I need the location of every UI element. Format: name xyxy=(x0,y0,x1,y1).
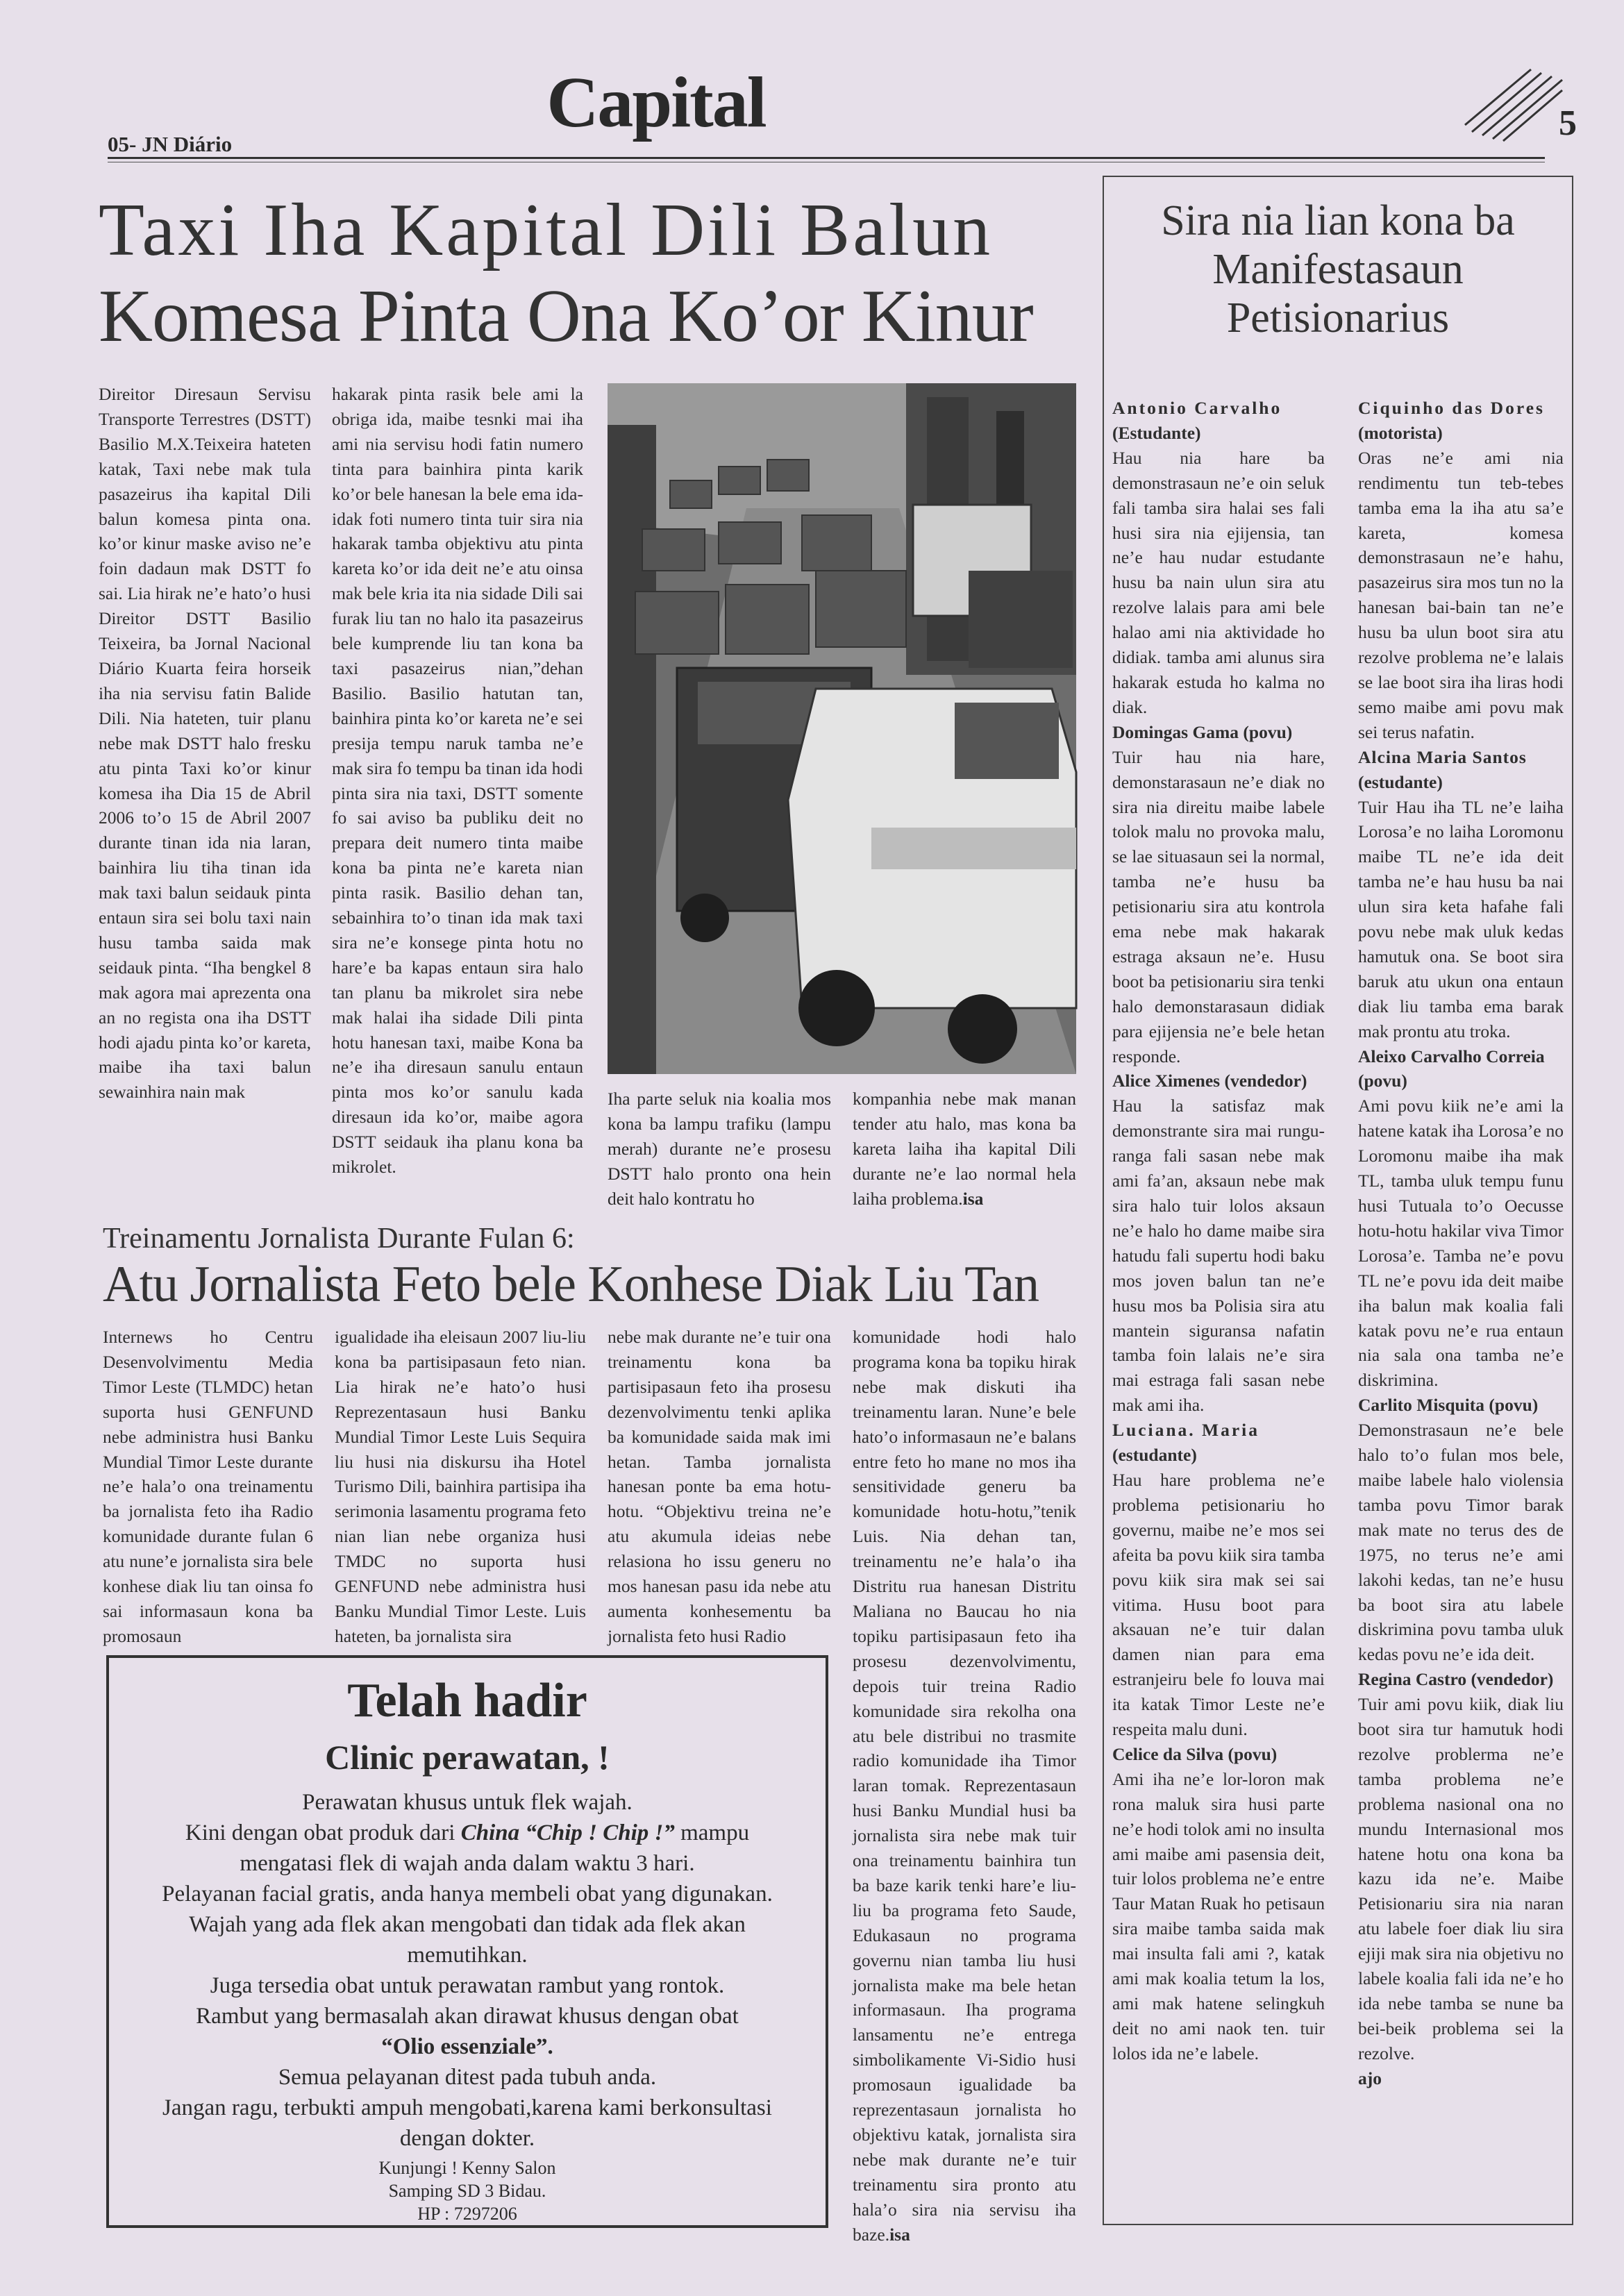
traffic-photo-illustration xyxy=(608,383,1076,1074)
quote-name: Luciana. Maria xyxy=(1112,1420,1259,1441)
main-headline xyxy=(99,187,1085,360)
issue-label: 05- JN Diário xyxy=(108,132,233,156)
quote-item xyxy=(1112,396,1325,720)
ad-line-5: Wajah yang ada flek akan mengobati dan tidak ada flek akan xyxy=(189,1912,746,1937)
quote-text: Demonstrasaun ne’e bele halo to’o fulan mos bele, maibe labele halo violensia tamba povu Timor barak mak mate no terus des de 1975, no terus ne’e ami lakohi kedas, tan ne’e husu ba boot sira atu labele diskrimina povu tamba uluk kedas povu ne’e ida deit. xyxy=(1358,1420,1564,1665)
masthead: Capital xyxy=(546,62,766,142)
quote-text: Ami povu kiik ne’e ami la hatene katak iha Lorosa’e no Loromonu maibe iha mak TL, tamba uluk tempu funu husi Tutuala to’o Oecusse hotu-hotu hakilar viva Timor Lorosa’e. Tamba ne’e povu TL ne’e povu ida deit maibe iha balun mak koalia fali katak povu ne’e rua entaun nia sala ona tamba ne’e diskrimina. xyxy=(1358,1096,1564,1391)
quote-name: Antonio Carvalho xyxy=(1112,398,1282,418)
quote-item xyxy=(1358,1393,1564,1667)
quote-name: Carlito Misquita (povu) xyxy=(1358,1395,1539,1416)
photo-caption-signature: isa xyxy=(962,1188,984,1209)
traffic-photo xyxy=(608,383,1076,1074)
quote-role: (motorista) xyxy=(1358,422,1443,443)
photo-caption-right-text: kompanhia nebe mak manan tender atu halo, mas kona ba kareta laiha iha kapital Dili durante ne’e lao normal hela laiha problema. xyxy=(853,1089,1076,1209)
ad-line-7: Juga tersedia obat untuk perawatan rambut yang rontok. xyxy=(210,1973,725,1998)
second-article-col-1: Internews ho Centru Desenvolvimentu Media Timor Leste (TLMDC) hetan suporta husi GENFUND nebe administra husi Banku Mundial Timor Leste durante ne’e hala’o ona treinamentu ba jornalista feto iha Radio komunidade durante fulan 6 atu nune’e jornalista sira bele konhese diak liu tan oinsa fo sai informasaun kona ba promosaun xyxy=(103,1327,313,1646)
main-article-col-2: hakarak pinta rasik bele ami la obriga ida, maibe tesnki mai iha ami nia servisu hodi fatin numero tinta para bainhira pinta karik ko’or bele hanesan la bele ema ida-idak foti numero tinta tuir sira nia hakarak tamba objektivu atu pinta kareta ko’or ida deit ne’e atu oinsa mak bele kria ita nia sidade Dili sai furak liu tan no halo ita pasazeirus bele kumprende liu tan kona ba taxi pasazeirus nian,”dehan Basilio. Basilio hatutan tan, bainhira pinta ko’or kareta ne’e sei presija tempu naruk tamba ne’e mak sira fo tempu ba tinan ida hodi pinta sira nia taxi, DSTT somente fo sai aviso ba publiku deit no prepara deit numero tinta maibe kona ba pinta ne’e kareta nian pinta rasik. Basilio dehan tan, sebainhira to’o tinan ida mak taxi sira ne’e konsege pinta hotu no hare’e ba kapas entaun sira halo tan planu ba mikrolet sira nebe mak halai iha sidade Dili pinta hotu hanesan taxi, maibe Kona ba ne’e iha diresaun sanulu entaun pinta mos ko’or sanulu kada diresaun ida ko’or, maibe agora DSTT seidauk iha planu kona ba mikrolet. xyxy=(332,384,583,1178)
quote-role: (Estudante) xyxy=(1112,422,1201,443)
quote-role: (povu) xyxy=(1358,1071,1407,1091)
quote-name: Domingas Gama (povu) xyxy=(1112,721,1293,742)
quote-text: Tuir hau nia hare, demonstarasaun ne’e diak no sira nia direitu maibe labele tolok malu no provoka malu, se lae situasaun sei la normal, tamba ne’e husu ba petisionariu sira atu kontrola ema nebe mak hakarak estraga aksaun ne’e. Husu boot ba petisionariu sira tenki halo demonstarasaun didiak para ejijensia ne’e bele hetan responde. xyxy=(1112,746,1325,1066)
quote-name: Celice da Silva (povu) xyxy=(1112,1743,1278,1764)
sidebar-title: Sira nia lian kona ba Manifestasaun Petisionarius xyxy=(1161,197,1515,342)
ad-line-9: “Olio essenziale”. xyxy=(381,2034,553,2059)
quote-name: Alice Ximenes (vendedor) xyxy=(1112,1071,1307,1091)
ad-line-2 xyxy=(109,1818,826,1848)
ad-contact-2: Samping SD 3 Bidau. xyxy=(388,2181,546,2201)
main-article-col-1: Direitor Diresaun Servisu Transporte Terrestres (DSTT) Basilio M.X.Teixeira hateten katak, Taxi nebe mak tula pasazeirus iha kapital Dili balun komesa pinta ona. ko’or kinur maske aviso ne’e foin dadaun mak DSTT fo sai. Lia hirak ne’e hato’o husi Direitor DSTT Basilio Teixeira, ba Jornal Nacional Diário Kuarta feira horseik iha nia servisu fatin Balide Dili. Nia hateten, tuir planu nebe mak DSTT halo fresku atu pinta Taxi ko’or kinur komesa iha Dia 15 de Abril 2006 to’o 15 de Abril 2007 durante tinan ida nia laran, bainhira liu tiha tinan ida mak taxi balun seidauk pinta entaun sira sei bolu taxi nain husu tamba saida mak seidauk pinta. “Iha bengkel 8 mak agora mai aprezenta ona an no regista ona iha DSTT hodi ajadu pinta ko’or kareta, maibe iha taxi balun sewainhira nain mak xyxy=(99,384,311,1103)
ad-line-2a: Kini dengan obat produk dari xyxy=(185,1820,461,1845)
quote-name: Regina Castro (vendedor) xyxy=(1358,1669,1554,1690)
quote-role: (estudante) xyxy=(1358,771,1443,792)
quote-text: Oras ne’e ami nia rendimentu tun teb-tebes tamba ema la iha atu sa’e kareta, komesa demonstrasaun ne’e hahu, pasazeirus sira mos tun no la hanesan bai-bain tan ne’e husu ba ulun boot sira atu rezolve problema ne’e lalais se lae boot sira iha liras hodi semo maibe ami povu mak sei terus nafatin. xyxy=(1358,447,1564,742)
quote-text: Ami iha ne’e lor-loron mak rona maluk sira husi parte ne’e hodi tolok ami no insulta ami maibe ami pasensia deit, tuir lolos problema ne’e entre Taur Matan Ruak ho petisaun sira maibe tamba saida mak mai insulta fali ami ?, katak ami mak koalia tetum la los, ami mak hatene selingkuh deit no ami naok ten. tuir lolos ida ne’e labele. xyxy=(1112,1768,1325,2063)
quote-item xyxy=(1112,1069,1325,1418)
page-number: 5 xyxy=(1559,103,1577,143)
ad-line-2c: mampu xyxy=(674,1820,750,1845)
second-article-kicker: Treinamentu Jornalista Durante Fulan 6: xyxy=(103,1223,575,1255)
header-rule xyxy=(108,157,1545,159)
quote-item xyxy=(1112,1418,1325,1742)
photo-caption-right xyxy=(853,1087,1076,1212)
second-article-col-4 xyxy=(853,1325,1076,2245)
photo-caption-left: Iha parte seluk nia koalia mos kona ba lampu trafiku (lampu merah) durante ne’e prosesu DSTT halo pronto ona hein deit halo kontratu ho xyxy=(608,1089,831,1209)
quote-name: Ciquinho das Dores xyxy=(1358,398,1545,418)
second-article-col-2: igualidade iha eleisaun 2007 liu-liu kona ba partisipasaun feto nian. Lia hirak ne’e hato’o husi Reprezentasaun husi Banku Mundial Timor Leste Luis Sequira liu husi nia diskursu iha Hotel Turismo Dili, bainhira partisipa iha serimonia lasamentu programa feto nian lian nebe organiza husi TMDC no suporta husi GENFUND nebe administra husi Banku Mundial Timor Leste. Luis hateten, ba jornalista sira xyxy=(335,1327,586,1646)
hatch-decoration xyxy=(1465,66,1562,142)
second-article-col-4-text: komunidade hodi halo programa kona ba topiku hirak nebe mak diskuti iha treinamentu laran. Nune’e bele hato’o informasaun ne’e balans entre feto ho mane no mos iha sensitividade generu ba komunidade hotu-hotu,”tenik Luis. Nia dehan tan, treinamentu ne’e hala’o iha Distritu rua hanesan Distritu Maliana no Baucau ho nia topiku partisipasaun feto iha prosesu dezenvolvimentu, depois tuir treina Radio komunidade sira rekolha ona atu bele distribui no trasmite radio komunidade iha Timor laran tomak. Reprezentasaun husi Banku Mundial husi ba jornalista sira nebe mak tuir ona treinamentu bainhira tun ba baze karik tenki hare’e liu-liu ba programa feto Saude, Edukasaun no programa governu nian tamba liu husi jornalista make ma bele hetan informasaun. Iha programa lansamentu ne’e entrega simbolikamente Vi-Sidio husi promosaun igualidade ba reprezentasaun jornalista ho objektivu katak, jornalista sira nebe mak durante ne’e tuir treinamentu sira pronto atu hala’o sira nia servisu iha baze. xyxy=(853,1327,1076,2245)
headline-line-1: Taxi Iha Kapital Dili Balun xyxy=(99,189,994,271)
quote-text: Tuir ami povu kiik, diak liu boot sira tur hamutuk hodi rezolve problerma ne’e tamba problema ne’e problema nasional ona no mundu Internasional mos hatene hotu ona kona ba kazu ida ne’e. Maibe Petisionariu sira nia naran atu labele foer diak liu sira ejiji mak sira nia objetivu no labele koalia fali ida ne’e ho ida nebe tamba se nune ba bei-beik problema sei la rezolve. xyxy=(1358,1694,1564,2063)
quote-name: Aleixo Carvalho Correia xyxy=(1358,1046,1545,1066)
quote-text: Hau la satisfaz mak demonstrante sira mai rungu-ranga fali sasan nebe mak ami fa’an, aksaun nebe mak sira halo tuir lolos aksaun ne’e halo ho dame maibe sira hatudu fali supertu hodi baku mos joven balun tan ne’e husu mos ba Polisia sira atu mantein siguransa nafatin tamba foin lalais ne’e sira mai estraga fali sasan nebe mak ami iha. xyxy=(1112,1096,1325,1416)
quote-item xyxy=(1358,745,1564,1044)
ad-line-2b: China “Chip ! Chip !” xyxy=(460,1820,675,1845)
ad-subtitle: Clinic perawatan, ! xyxy=(325,1738,610,1777)
ad-contact-1: Kunjungi ! Kenny Salon xyxy=(378,2158,556,2178)
second-article-col-3: nebe mak durante ne’e tuir ona treinamentu kona ba partisipasaun feto iha prosesu dezenvolvimentu tenki aplika ba komunidade saida mak imi hetan. Tamba jornalista hanesan ponte ba ema hotu-hotu. “Objektivu treina ne’e atu akumula ideias nebe relasiona ho issu generu no mos hanesan pasu ida nebe atu aumenta konhesementu ba jornalista feto husi Radio xyxy=(608,1327,831,1646)
ad-line-10: Semua pelayanan ditest pada tubuh anda. xyxy=(278,2065,657,2090)
second-article-signature: isa xyxy=(889,2224,910,2245)
quote-text: Tuir Hau iha TL ne’e laiha Lorosa’e no laiha Loromonu maibe TL ne’e ida deit tamba ne’e hau husu ba nai ulun sira keta hafahe fali povu nebe mak uluk kedas hamutuk ona. Se boot sira baruk atu ukun ona entaun diak liu tamba ema barak mak prontu atu troka. xyxy=(1358,796,1564,1041)
ad-line-8: Rambut yang bermasalah akan dirawat khusus dengan obat xyxy=(196,2004,739,2029)
ad-line-11: Jangan ragu, terbukti ampuh mengobati,karena kami berkonsultasi xyxy=(162,2095,772,2120)
ad-line-4: Pelayanan facial gratis, anda hanya membeli obat yang digunakan. xyxy=(162,1882,773,1907)
sidebar-signature: ajo xyxy=(1358,2068,1382,2088)
second-article-headline: Atu Jornalista Feto bele Konhese Diak Liu Tan xyxy=(103,1256,1039,1313)
clinic-advertisement xyxy=(106,1655,828,2228)
ad-title: Telah hadir xyxy=(347,1674,587,1727)
quote-item xyxy=(1358,1667,1564,2066)
quote-text: Hau hare problema ne’e problema petisionariu ho governu, maibe ne’e mos sei afeita ba povu kiik sira tamba povu kiik sira mak sei sai vitima. Husu boot para aksauan ne’e tuir dalan damen nian para ema estranjeiru bele fo louva mai ita katak Timor Leste ne’e respeita malu duni. xyxy=(1112,1469,1325,1740)
sidebar-col-right xyxy=(1358,396,1564,2215)
ad-line-1: Perawatan khusus untuk flek wajah. xyxy=(302,1790,633,1815)
sidebar-col-left xyxy=(1112,396,1325,2215)
ad-line-6: memutihkan. xyxy=(407,1943,528,1968)
ad-contact-3: HP : 7297206 xyxy=(417,2204,517,2224)
quote-item xyxy=(1112,720,1325,1069)
quote-item xyxy=(1112,1742,1325,2066)
ad-line-12: dengan dokter. xyxy=(399,2126,535,2151)
quote-role: (estudante) xyxy=(1112,1445,1197,1466)
quote-name: Alcina Maria Santos xyxy=(1358,746,1527,767)
quote-item xyxy=(1358,396,1564,745)
quote-text: Hau nia hare ba demonstrasaun ne’e oin seluk fali tamba sira halai ses fali husi sira nia ejijensia, tan ne’e hau nudar estudante husu ba nain ulun sira atu rezolve lalais para ami bele halao ami nia aktividade ho didiak. tamba ami alunus sira hakarak estuda ho kalma no diak. xyxy=(1112,447,1325,717)
quote-item xyxy=(1358,1044,1564,1393)
ad-line-3: mengatasi flek di wajah anda dalam waktu 3 hari. xyxy=(240,1851,695,1876)
headline-line-2: Komesa Pinta Ona Ko’or Kinur xyxy=(99,275,1033,358)
